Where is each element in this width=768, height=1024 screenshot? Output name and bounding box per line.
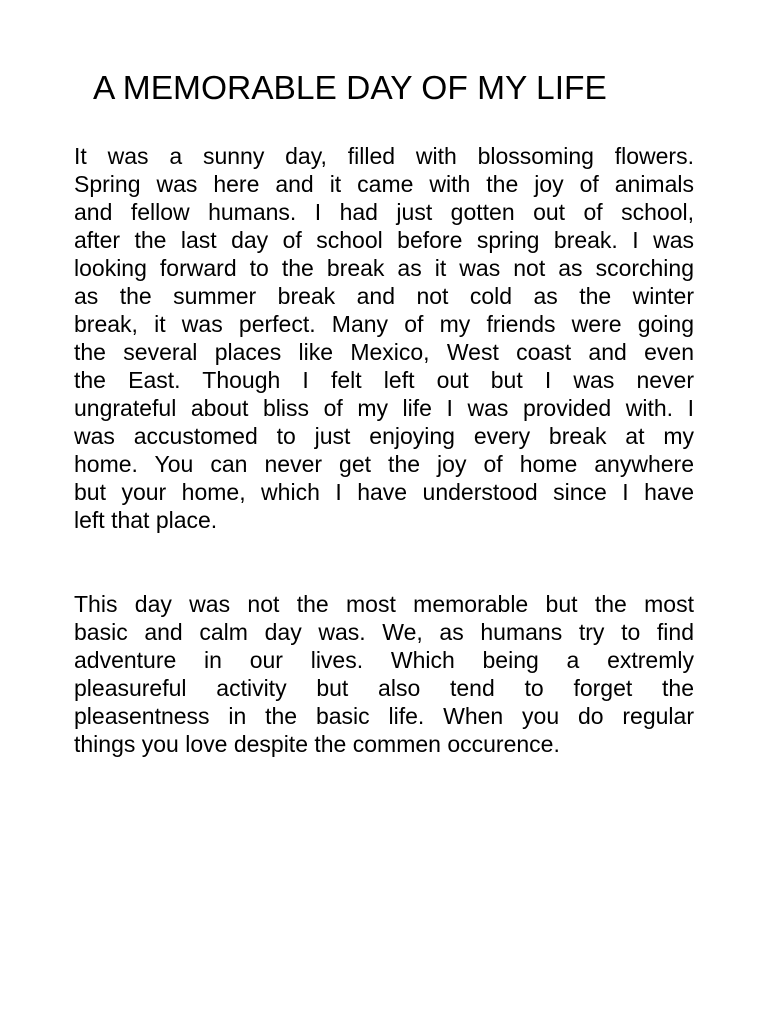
paragraph-line: Spring was here and it came with the joy of animals	[74, 171, 694, 197]
paragraph-line: break, it was perfect. Many of my friends were going	[74, 311, 694, 337]
paragraph-line: ungrateful about bliss of my life I was provided with. I	[74, 395, 694, 421]
paragraph-line: home. You can never get the joy of home anywhere	[74, 451, 694, 477]
paragraph-line: pleasentness in the basic life. When you do regular	[74, 703, 694, 729]
paragraph-1	[74, 142, 694, 534]
paragraph-line: after the last day of school before spring break. I was	[74, 227, 694, 253]
paragraph-line: adventure in our lives. Which being a extremly	[74, 647, 694, 673]
paragraph-line: This day was not the most memorable but the most	[74, 591, 694, 617]
paragraph-line: as the summer break and not cold as the winter	[74, 283, 694, 309]
paragraph-line: the several places like Mexico, West coast and even	[74, 339, 694, 365]
paragraph-line: was accustomed to just enjoying every break at my	[74, 423, 694, 449]
paragraph-line: left that place.	[74, 507, 218, 533]
paragraph-line: pleasureful activity but also tend to forget the	[74, 675, 694, 701]
paragraph-2	[74, 590, 694, 758]
paragraph-line: the East. Though I felt left out but I was never	[74, 367, 694, 393]
page-title: A MEMORABLE DAY OF MY LIFE	[93, 70, 607, 107]
paragraph-line: It was a sunny day, filled with blossoming flowers.	[74, 143, 694, 169]
paragraph-line: looking forward to the break as it was not as scorching	[74, 255, 694, 281]
paragraph-line: basic and calm day was. We, as humans try to find	[74, 619, 694, 645]
paragraph-line: but your home, which I have understood since I have	[74, 479, 694, 505]
paragraph-line: and fellow humans. I had just gotten out of school,	[74, 199, 694, 225]
paragraph-line: things you love despite the commen occurence.	[74, 731, 560, 757]
